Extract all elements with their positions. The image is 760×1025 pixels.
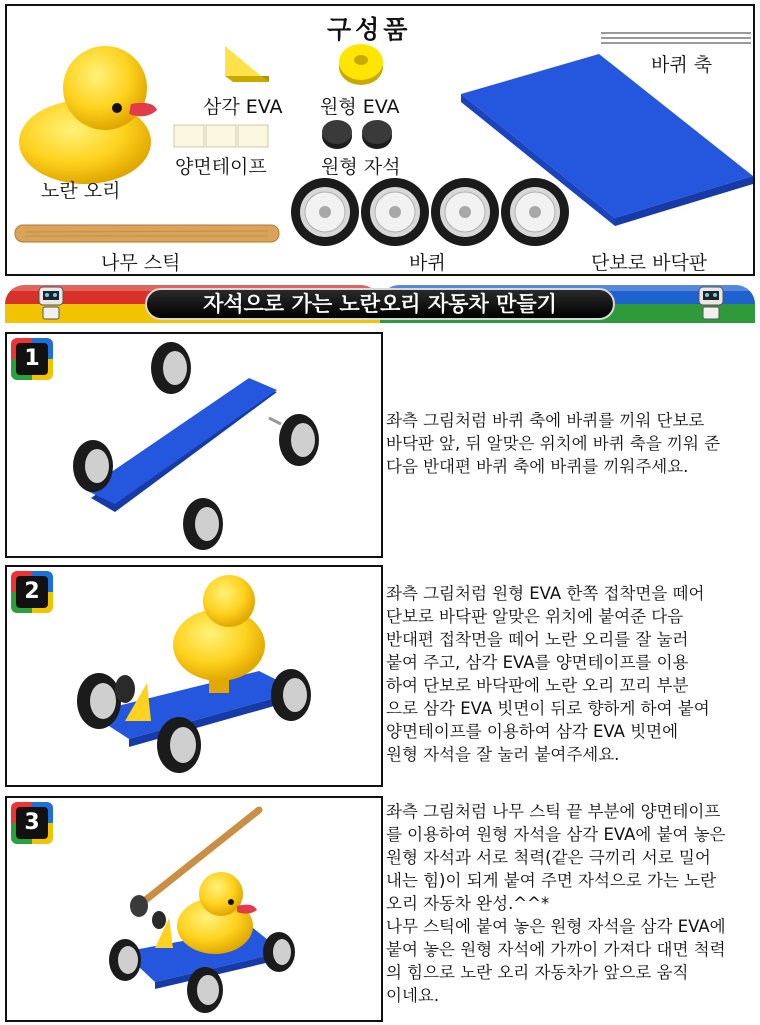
duck-label: 노란 오리 [41,180,121,202]
step-1-line-1: 좌측 그림처럼 바퀴 축에 바퀴를 끼워 단보로 [386,411,705,430]
step-3-line-2: 를 이용하여 원형 자석을 삼각 EVA에 붙여 놓은 [386,825,726,844]
step-2-line-8: 원형 자석을 잘 눌러 붙여주세요. [386,745,620,764]
step-2-line-7: 양면테이프를 이용하여 삼각 EVA 빗면에 [386,722,679,741]
board-label: 단보로 바닥판 [591,252,708,274]
step-2-line-6: 으로 삼각 EVA 빗면이 뒤로 향하게 하여 붙여 [386,699,710,718]
step-2-panel [5,565,383,787]
banner-title: 자석으로 가는 노란오리 자동차 만들기 [145,288,615,320]
step-3-description [386,800,758,1007]
round-eva-image [337,40,393,88]
step-1-number: 1 [16,343,48,375]
stick-label: 나무 스틱 [101,252,181,274]
step-3-line-3: 원형 자석과 서로 척력(같은 극끼리 서로 밀어 [386,848,711,867]
robot-right-icon [693,283,729,323]
round-eva-label: 원형 EVA [320,96,400,118]
step-3-panel [5,796,383,1022]
triangle-eva-image [221,42,271,86]
step-1-panel [5,332,383,558]
step-3-line-1: 좌측 그림처럼 나무 스틱 끝 부분에 양면테이프 [386,802,721,821]
triangle-eva-label: 삼각 EVA [203,96,283,118]
step-2-line-2: 단보로 바닥판 알맞은 위치에 붙여준 다음 [386,607,684,626]
step-1-description [386,409,758,478]
step-2-illustration [59,571,339,781]
step-3-line-4: 내는 힘)이 되게 붙여 주면 자석으로 가는 노란 [386,871,717,890]
double-sided-tape-image [173,124,273,150]
robot-left-icon [33,283,69,323]
step-1-line-2: 바닥판 앞, 뒤 알맞은 위치에 바퀴 축을 끼워 준 [386,434,721,453]
step-3-line-9: 이네요. [386,986,440,1005]
step-2-line-3: 반대편 접착면을 떼어 노란 오리를 잘 눌러 [386,630,689,649]
magnet-label: 원형 자석 [321,156,401,178]
round-magnet-image [321,118,401,152]
step-1-line-3: 다음 반대편 바퀴 축에 바퀴를 끼워주세요. [386,457,689,476]
cardboard-base-image [457,50,757,220]
step-2-number: 2 [16,576,48,608]
step-2-line-4: 붙여 주고, 삼각 EVA를 양면테이프를 이용 [386,653,689,672]
step-2-line-5: 하여 단보로 바닥판에 노란 오리 꼬리 부분 [386,676,689,695]
step-3-illustration [103,802,363,1020]
tape-label: 양면테이프 [175,156,267,178]
step-1-badge [11,338,53,380]
step-1-illustration [63,340,343,550]
axle-image [599,30,755,46]
parts-panel [5,4,755,276]
title-banner [5,281,755,327]
step-2-line-1: 좌측 그림처럼 원형 EVA 한쪽 접착면을 떼어 [386,584,705,603]
step-3-badge [11,802,53,844]
step-3-line-8: 의 힘으로 노란 오리 자동차가 앞으로 움직 [386,963,689,982]
wheel-label: 바퀴 [409,252,446,274]
parts-title: 구성품 [327,15,412,44]
step-3-line-5: 오리 자동차 완성.^^* [386,894,550,913]
wood-stick-image [13,222,283,246]
step-3-line-7: 붙여 놓은 원형 자석에 가까이 가져다 대면 척력 [386,940,726,959]
step-3-number: 3 [16,807,48,839]
axle-label: 바퀴 축 [651,54,713,76]
step-3-line-6: 나무 스틱에 붙여 놓은 원형 자석을 삼각 EVA에 [386,917,726,936]
step-2-description [386,582,758,766]
step-2-badge [11,571,53,613]
